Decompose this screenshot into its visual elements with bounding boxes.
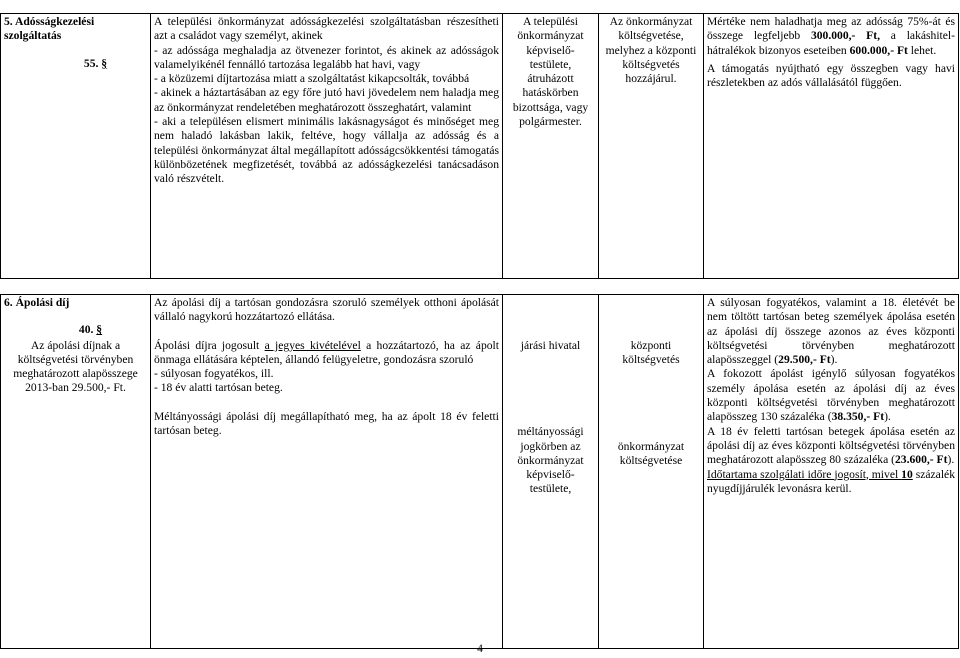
section-6-authority-1: járási hivatal [520,339,581,352]
amount-text: A 18 év feletti tartósan betegek ápolása esetén az ápolási díj az éves központi költségvetési törvényben meghatározott alapösszeg 80 százaléka ( [707,424,955,467]
section-6-condition-item: - súlyosan fogyatékos, ill. [154,367,274,381]
section-6-amount-p4 [707,468,955,497]
section-6-table [0,294,959,649]
duration-text: százalék nyugdíjjárulék levonásra kerül. [707,467,955,495]
section-6-conditions-cell [151,295,503,649]
section-5-heading-cell [1,14,151,279]
amount-text: A fokozott ápolást igénylő súlyosan fogyatékos személy ápolása esetén az ápolási díj az éves központi költségvetési törvényben meghatározott alapösszeg 130 százaléka ( [707,367,955,424]
section-5-paragraph [4,57,147,71]
amount-value: 29.500,- Ft [778,353,831,367]
section-5-sign: § [101,56,108,70]
max-amount: 300.000,- Ft, [810,29,881,43]
page-number: 4 [477,642,483,655]
section-5-row [1,14,959,279]
section-5-condition-item: - a közüzemi díjtartozása miatt a szolgáltatást kikapcsolták, továbbá [154,72,470,86]
section-6-title: 6. Ápolási díj [4,296,70,309]
amount-value: 38.350,- Ft [831,410,885,424]
amount-text: Mértéke nem haladhatja meg az adósság 75%-át és összege legfeljebb [707,15,955,43]
section-6-amount-cell [704,295,959,649]
section-6-paragraph [4,323,147,337]
amount-text: a lakáshitel-hátralékok bizonyos eseteiben [707,29,955,57]
housing-max-amount: 600.000,- Ft [849,43,908,57]
section-5-condition-item: - az adóssága meghaladja az ötvenezer forintot, és akinek az adósságok valamelyikénél fennálló tartozása legalább hat havi, vagy [154,43,499,71]
duration-text: Időtartama szolgálati időre jogosít, mivel [707,467,902,481]
amount-text: A súlyosan fogyatékos, valamint a 18. életévét be nem töltött tartósan beteg személyek ápolása esetén az ápolási díj összege azonos az éves központi költségvetési törvényben meghatározott alapösszeggel ( [707,296,955,367]
amount-value: 23.600,- Ft [895,453,948,467]
section-5-condition-item: - akinek a háztartásában az egy főre jutó havi jövedelem nem haladja meg az önkormányzat rendeletében meghatározott összeghatárt, valamint [154,86,499,114]
section-6-amount-p2 [707,367,955,424]
section-6-base-amount: Az ápolási díjnak a költségvetési törvényben meghatározott alapösszege 2013-ban 29.500,- Ft. [13,338,138,395]
amount-text: ). [830,353,838,367]
duration-percent: 10 [901,467,913,481]
section-5-title: 5. Adósságkezelési szolgáltatás [4,15,95,43]
section-5-authority-cell [503,14,599,279]
section-6-funding-2: önkormányzat költségvetése [617,439,685,467]
section-5-funding: Az önkormányzat költségvetése, melyhez a központi költségvetés hozzájárul. [605,15,697,86]
section-6-condition-item: - 18 év alatti tartósan beteg. [154,381,283,395]
section-5-condition-item: - aki a településen elismert minimális lakásnagyságot és minőséget meg nem haladó lakásban lakik, feltéve, hogy vállalja az adósság és a települési önkormányzat által megállapított adósságcsökkentési támogatás különbözetének megfizetését, továbbá az adósságkezelési tanácsadáson való részvételt. [154,115,499,186]
section-6-funding-cell [599,295,704,649]
section-6-row [1,295,959,649]
section-5-amount-cell [704,14,959,279]
section-5-amount [707,15,955,58]
section-6-authority-cell [503,295,599,649]
section-6-amount-p1 [707,296,955,367]
section-5-conditions-cell [151,14,503,279]
amount-text: ). [884,410,891,424]
section-6-authority-2: méltányossági jogkörben az önkormányzat képviselő-testülete, [517,425,584,496]
section-6-funding-1: központi költségvetés [622,339,680,367]
section-6-amount-p3 [707,425,955,468]
section-6-number: 40. [78,323,94,337]
section-6-heading-cell [1,295,151,649]
exception-text: a jegyes kivételével [264,338,361,352]
section-5-funding-cell [599,14,704,279]
section-5-condition-intro: A települési önkormányzat adósságkezelési szolgáltatásban részesítheti azt a családot vagy személyt, akinek [154,15,499,43]
section-6-condition-p2 [154,339,499,368]
section-5-number: 55. [83,56,99,70]
condition-text: a hozzátartozó, ha az ápolt önmaga ellátására képtelen, állandó felügyeletre, gondozásra szoruló [154,338,499,366]
amount-text: ). [947,453,955,467]
section-6-sign: § [96,323,103,337]
section-6-condition-p1: Az ápolási díj a tartósan gondozásra szoruló személyek otthoni ápolását vállaló nagykorú hozzátartozó ellátása. [154,296,499,324]
section-5-authority: A települési önkormányzat képviselő-testülete, átruházott hatáskörben bizottsága, vagy polgármester. [512,15,589,129]
condition-text: Ápolási díjra jogosult [154,338,265,352]
amount-text: lehet. [907,43,937,57]
section-5-amount-note: A támogatás nyújtható egy összegben vagy havi részletekben az adós vállalásától függően. [707,61,955,90]
section-6-condition-p3: Méltányossági ápolási díj megállapítható meg, ha az ápolt 18 év feletti tartósan beteg. [154,409,499,438]
section-5-table [0,13,959,279]
